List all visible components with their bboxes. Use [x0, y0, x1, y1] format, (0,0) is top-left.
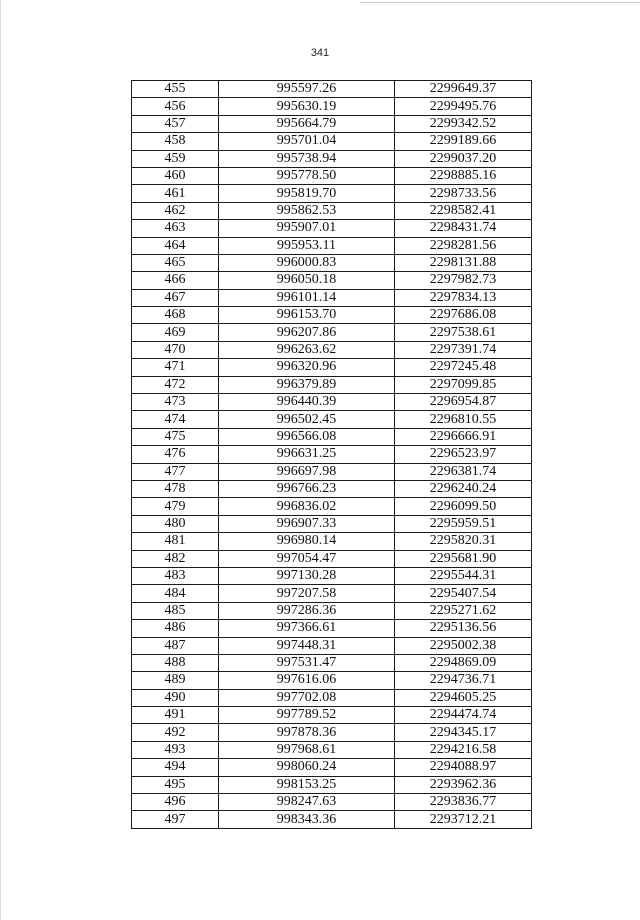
- table-row: [132, 185, 532, 202]
- y-coordinate-cell: 2295136.56: [395, 620, 532, 637]
- y-coordinate-cell: 2297538.61: [395, 324, 532, 341]
- y-coordinate-cell: 2297245.48: [395, 359, 532, 376]
- x-coordinate-cell: 996000.83: [219, 254, 395, 271]
- table-row: [132, 533, 532, 550]
- table-row: [132, 324, 532, 341]
- point-number-cell: 478: [132, 480, 219, 497]
- x-coordinate-cell: 997286.36: [219, 602, 395, 619]
- point-number-cell: 458: [132, 133, 219, 150]
- point-number-cell: 484: [132, 585, 219, 602]
- y-coordinate-cell: 2293836.77: [395, 794, 532, 811]
- point-number-cell: 492: [132, 724, 219, 741]
- table-row: [132, 359, 532, 376]
- y-coordinate-cell: 2295271.62: [395, 602, 532, 619]
- point-number-cell: 474: [132, 411, 219, 428]
- table-row: [132, 98, 532, 115]
- table-row: [132, 567, 532, 584]
- x-coordinate-cell: 995907.01: [219, 220, 395, 237]
- x-coordinate-cell: 995597.26: [219, 81, 395, 98]
- point-number-cell: 479: [132, 498, 219, 515]
- point-number-cell: 480: [132, 515, 219, 532]
- y-coordinate-cell: 2293712.21: [395, 811, 532, 828]
- x-coordinate-cell: 996440.39: [219, 394, 395, 411]
- point-number-cell: 469: [132, 324, 219, 341]
- point-number-cell: 467: [132, 289, 219, 306]
- x-coordinate-cell: 995664.79: [219, 115, 395, 132]
- x-coordinate-cell: 996101.14: [219, 289, 395, 306]
- y-coordinate-cell: 2298582.41: [395, 202, 532, 219]
- table-row: [132, 811, 532, 828]
- table-row: [132, 289, 532, 306]
- x-coordinate-cell: 996697.98: [219, 463, 395, 480]
- y-coordinate-cell: 2297391.74: [395, 341, 532, 358]
- point-number-cell: 459: [132, 150, 219, 167]
- table-row: [132, 741, 532, 758]
- point-number-cell: 486: [132, 620, 219, 637]
- y-coordinate-cell: 2297686.08: [395, 307, 532, 324]
- point-number-cell: 455: [132, 81, 219, 98]
- point-number-cell: 470: [132, 341, 219, 358]
- x-coordinate-cell: 995778.50: [219, 167, 395, 184]
- point-number-cell: 477: [132, 463, 219, 480]
- y-coordinate-cell: 2299189.66: [395, 133, 532, 150]
- y-coordinate-cell: 2294088.97: [395, 759, 532, 776]
- x-coordinate-cell: 996980.14: [219, 533, 395, 550]
- x-coordinate-cell: 996502.45: [219, 411, 395, 428]
- x-coordinate-cell: 995953.11: [219, 237, 395, 254]
- table-row: [132, 133, 532, 150]
- y-coordinate-cell: 2298131.88: [395, 254, 532, 271]
- point-number-cell: 490: [132, 689, 219, 706]
- table-row: [132, 794, 532, 811]
- x-coordinate-cell: 995738.94: [219, 150, 395, 167]
- y-coordinate-cell: 2295681.90: [395, 550, 532, 567]
- table-row: [132, 759, 532, 776]
- point-number-cell: 461: [132, 185, 219, 202]
- y-coordinate-cell: 2293962.36: [395, 776, 532, 793]
- point-number-cell: 493: [132, 741, 219, 758]
- point-number-cell: 491: [132, 707, 219, 724]
- y-coordinate-cell: 2296954.87: [395, 394, 532, 411]
- point-number-cell: 465: [132, 254, 219, 271]
- y-coordinate-cell: 2294474.74: [395, 707, 532, 724]
- point-number-cell: 457: [132, 115, 219, 132]
- point-number-cell: 483: [132, 567, 219, 584]
- x-coordinate-cell: 995701.04: [219, 133, 395, 150]
- table-row: [132, 776, 532, 793]
- y-coordinate-cell: 2294869.09: [395, 654, 532, 671]
- coordinates-table-body: [132, 81, 532, 829]
- point-number-cell: 462: [132, 202, 219, 219]
- point-number-cell: 485: [132, 602, 219, 619]
- y-coordinate-cell: 2295544.31: [395, 567, 532, 584]
- point-number-cell: 488: [132, 654, 219, 671]
- x-coordinate-cell: 996050.18: [219, 272, 395, 289]
- y-coordinate-cell: 2295002.38: [395, 637, 532, 654]
- table-row: [132, 254, 532, 271]
- table-row: [132, 150, 532, 167]
- table-row: [132, 202, 532, 219]
- x-coordinate-cell: 996836.02: [219, 498, 395, 515]
- table-row: [132, 550, 532, 567]
- x-coordinate-cell: 996320.96: [219, 359, 395, 376]
- coordinates-table: [131, 80, 532, 829]
- point-number-cell: 494: [132, 759, 219, 776]
- x-coordinate-cell: 997878.36: [219, 724, 395, 741]
- point-number-cell: 476: [132, 446, 219, 463]
- point-number-cell: 463: [132, 220, 219, 237]
- table-row: [132, 428, 532, 445]
- x-coordinate-cell: 997054.47: [219, 550, 395, 567]
- table-row: [132, 272, 532, 289]
- x-coordinate-cell: 998153.25: [219, 776, 395, 793]
- y-coordinate-cell: 2299649.37: [395, 81, 532, 98]
- y-coordinate-cell: 2296810.55: [395, 411, 532, 428]
- y-coordinate-cell: 2294605.25: [395, 689, 532, 706]
- point-number-cell: 468: [132, 307, 219, 324]
- y-coordinate-cell: 2298431.74: [395, 220, 532, 237]
- x-coordinate-cell: 996766.23: [219, 480, 395, 497]
- y-coordinate-cell: 2294736.71: [395, 672, 532, 689]
- point-number-cell: 475: [132, 428, 219, 445]
- y-coordinate-cell: 2296381.74: [395, 463, 532, 480]
- point-number-cell: 473: [132, 394, 219, 411]
- scan-edge-top: [360, 2, 640, 3]
- y-coordinate-cell: 2298733.56: [395, 185, 532, 202]
- x-coordinate-cell: 997130.28: [219, 567, 395, 584]
- y-coordinate-cell: 2296666.91: [395, 428, 532, 445]
- table-row: [132, 237, 532, 254]
- table-row: [132, 411, 532, 428]
- y-coordinate-cell: 2295820.31: [395, 533, 532, 550]
- y-coordinate-cell: 2296523.97: [395, 446, 532, 463]
- point-number-cell: 460: [132, 167, 219, 184]
- table-row: [132, 446, 532, 463]
- point-number-cell: 481: [132, 533, 219, 550]
- table-row: [132, 637, 532, 654]
- table-row: [132, 167, 532, 184]
- point-number-cell: 487: [132, 637, 219, 654]
- point-number-cell: 466: [132, 272, 219, 289]
- point-number-cell: 456: [132, 98, 219, 115]
- y-coordinate-cell: 2299037.20: [395, 150, 532, 167]
- x-coordinate-cell: 995819.70: [219, 185, 395, 202]
- table-row: [132, 115, 532, 132]
- table-row: [132, 707, 532, 724]
- point-number-cell: 472: [132, 376, 219, 393]
- table-row: [132, 394, 532, 411]
- table-row: [132, 376, 532, 393]
- table-row: [132, 689, 532, 706]
- y-coordinate-cell: 2299495.76: [395, 98, 532, 115]
- x-coordinate-cell: 995630.19: [219, 98, 395, 115]
- y-coordinate-cell: 2295959.51: [395, 515, 532, 532]
- point-number-cell: 464: [132, 237, 219, 254]
- x-coordinate-cell: 996907.33: [219, 515, 395, 532]
- point-number-cell: 482: [132, 550, 219, 567]
- y-coordinate-cell: 2294345.17: [395, 724, 532, 741]
- point-number-cell: 496: [132, 794, 219, 811]
- y-coordinate-cell: 2299342.52: [395, 115, 532, 132]
- table-row: [132, 585, 532, 602]
- x-coordinate-cell: 996631.25: [219, 446, 395, 463]
- table-row: [132, 81, 532, 98]
- table-row: [132, 498, 532, 515]
- y-coordinate-cell: 2296099.50: [395, 498, 532, 515]
- x-coordinate-cell: 997968.61: [219, 741, 395, 758]
- table-row: [132, 341, 532, 358]
- table-row: [132, 220, 532, 237]
- x-coordinate-cell: 997789.52: [219, 707, 395, 724]
- y-coordinate-cell: 2294216.58: [395, 741, 532, 758]
- x-coordinate-cell: 996207.86: [219, 324, 395, 341]
- y-coordinate-cell: 2297982.73: [395, 272, 532, 289]
- page-number: 341: [310, 47, 330, 59]
- point-number-cell: 489: [132, 672, 219, 689]
- y-coordinate-cell: 2297834.13: [395, 289, 532, 306]
- x-coordinate-cell: 997616.06: [219, 672, 395, 689]
- scan-edge-left: [0, 0, 1, 920]
- x-coordinate-cell: 998060.24: [219, 759, 395, 776]
- x-coordinate-cell: 997531.47: [219, 654, 395, 671]
- x-coordinate-cell: 997366.61: [219, 620, 395, 637]
- table-row: [132, 672, 532, 689]
- x-coordinate-cell: 998247.63: [219, 794, 395, 811]
- x-coordinate-cell: 995862.53: [219, 202, 395, 219]
- x-coordinate-cell: 996379.89: [219, 376, 395, 393]
- point-number-cell: 471: [132, 359, 219, 376]
- y-coordinate-cell: 2297099.85: [395, 376, 532, 393]
- y-coordinate-cell: 2295407.54: [395, 585, 532, 602]
- x-coordinate-cell: 997448.31: [219, 637, 395, 654]
- y-coordinate-cell: 2298885.16: [395, 167, 532, 184]
- table-row: [132, 602, 532, 619]
- x-coordinate-cell: 996153.70: [219, 307, 395, 324]
- table-row: [132, 654, 532, 671]
- table-row: [132, 463, 532, 480]
- y-coordinate-cell: 2296240.24: [395, 480, 532, 497]
- y-coordinate-cell: 2298281.56: [395, 237, 532, 254]
- table-row: [132, 480, 532, 497]
- table-row: [132, 620, 532, 637]
- point-number-cell: 495: [132, 776, 219, 793]
- x-coordinate-cell: 996263.62: [219, 341, 395, 358]
- table-row: [132, 724, 532, 741]
- table-row: [132, 307, 532, 324]
- x-coordinate-cell: 998343.36: [219, 811, 395, 828]
- x-coordinate-cell: 996566.08: [219, 428, 395, 445]
- x-coordinate-cell: 997702.08: [219, 689, 395, 706]
- point-number-cell: 497: [132, 811, 219, 828]
- table-row: [132, 515, 532, 532]
- x-coordinate-cell: 997207.58: [219, 585, 395, 602]
